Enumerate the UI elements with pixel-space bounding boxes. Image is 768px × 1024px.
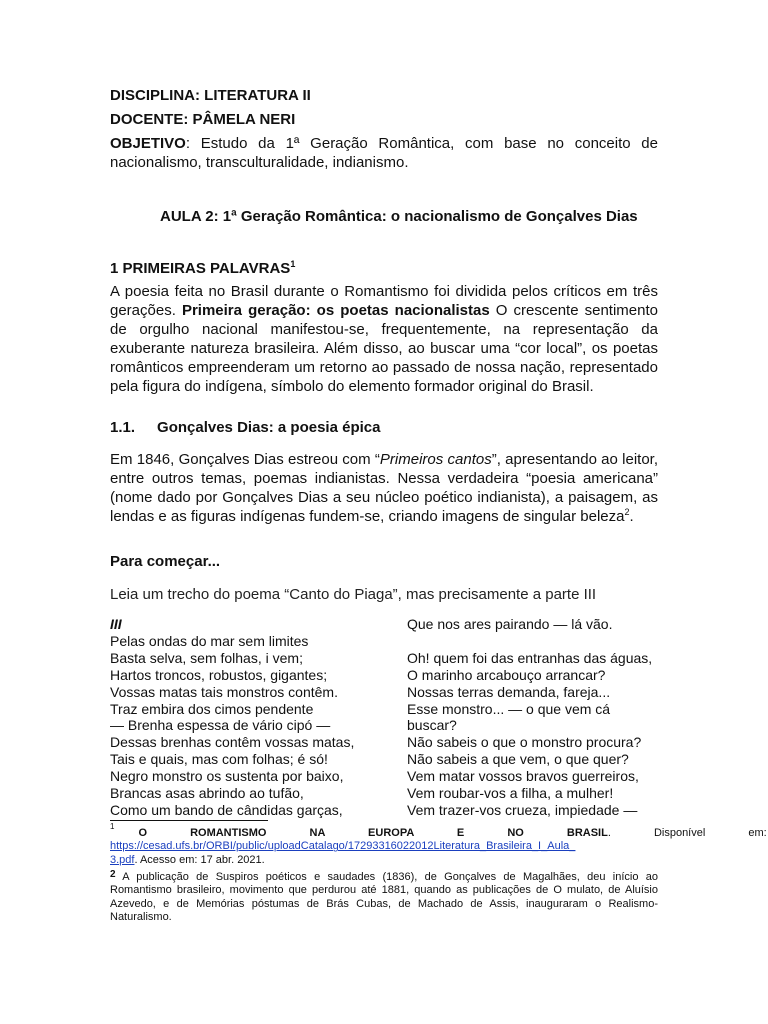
para-comecar-heading: Para começar...: [110, 553, 221, 570]
section11-title-text: Gonçalves Dias: a poesia épica: [157, 419, 381, 436]
section11-text-start: Em 1846, Gonçalves Dias estreou com “: [110, 451, 380, 468]
poem-part-number: III: [110, 616, 122, 632]
poem-line: Brancas asas abrindo ao tufão,: [110, 785, 304, 802]
poem-line: Vossas matas tais monstros contêm.: [110, 683, 338, 700]
poem-line: Como um bando de cândidas garças,: [110, 801, 343, 818]
section11-text-end: .: [629, 508, 634, 525]
footnote-2-text: A publicação de Suspiros poéticos e saudades (1836), de Gonçalves de Magalhães, deu início ao Romantismo brasileiro, movimento que perdurou até 1881, quando as publicações de O mulato, de Aluísio Azevedo, e de Memórias póstumas de Brás Cubas, de Machado de Assis, inauguraram o Realismo-Naturalismo.: [110, 871, 658, 924]
section1-text-start: A poesia feita no Brasil durante o Romantismo foi dividida pelos críticos em três gerações.: [110, 283, 658, 319]
footnote-2: [110, 868, 658, 925]
footnote-1-url-line: [110, 840, 658, 853]
poem-line: [407, 633, 652, 650]
poem-line: Dessas brenhas contêm vossas matas,: [110, 734, 355, 751]
footnote-ref-2: 2: [624, 507, 630, 517]
poem-line: Não sabeis o que o monstro procura?: [407, 734, 642, 751]
poem-line: Vem matar vossos bravos guerreiros,: [407, 768, 639, 785]
poem-line: Nossas terras demanda, fareja...: [407, 683, 611, 700]
footnote-1-number: 1: [110, 822, 115, 831]
instruction-text: Leia um trecho do poema “Canto do Piaga”, mas precisamente a parte III: [110, 586, 597, 603]
footnote-1-title-row: [138, 827, 766, 840]
lesson-title: AULA 2: 1ª Geração Romântica: o nacionalismo de Gonçalves Dias: [160, 208, 638, 225]
section1-title-text: 1 PRIMEIRAS PALAVRAS: [110, 260, 291, 277]
objective-label: OBJETIVO: [110, 135, 186, 152]
section11-paragraph: [110, 450, 658, 526]
poem-line: O marinho arcabouço arrancar?: [407, 666, 606, 683]
poem-line: Basta selva, sem folhas, i vem;: [110, 649, 303, 666]
section1-text-end: O crescente sentimento de orgulho nacional manifestou-se, frequentemente, na representação da exuberante natureza brasileira. Além disso, ao buscar uma “cor local”, os poetas românticos empreenderam um retorno ao passado de nossa nação, representado pela figura do indígena, símbolo do elemento formador original do Brasil.: [110, 302, 658, 395]
poem-line: Não sabeis a que vem, o que quer?: [407, 751, 629, 768]
discipline-heading: DISCIPLINA: LITERATURA II: [110, 87, 311, 104]
section11-text-mid: ”, apresentando ao leitor, entre outros temas, poemas indianistas. Nessa verdadeira “poesia americana” (nome dado por Gonçalves Dias a seu núcleo poético indianista), a paisagem, as lendas e as figuras indígenas fundem-se, criando imagens de singular beleza: [110, 451, 658, 525]
teacher-heading: DOCENTE: PÂMELA NERI: [110, 111, 296, 128]
footnote-ref-1: 1: [290, 259, 296, 269]
footnote-separator: [110, 820, 268, 821]
footnote-1: [110, 822, 767, 867]
poem-line: Esse monstro... — o que vem cá: [407, 700, 611, 717]
footnote-1-access: . Acesso em: 17 abr. 2021.: [134, 853, 265, 866]
poem-right-column: [407, 616, 652, 819]
section11-title: [110, 418, 658, 437]
footnote-1-access-line: [110, 854, 658, 867]
poem-line: Tais e quais, mas com folhas; é só!: [110, 751, 328, 768]
poem-line: Que nos ares pairando — lá vão.: [407, 616, 613, 632]
poem-line: buscar?: [407, 717, 457, 734]
footnote-1-available: . Disponível em:: [607, 827, 767, 839]
poem-line: Oh! quem foi das entranhas das águas,: [407, 649, 653, 666]
poem-line: Hartos troncos, robustos, gigantes;: [110, 666, 328, 683]
objective-paragraph: [110, 134, 658, 172]
section11-number: 1.1.: [110, 419, 136, 436]
section1-paragraph: [110, 282, 658, 396]
source-link[interactable]: https://cesad.ufs.br/ORBI/public/uploadCatalago/17293316022012Literatura_Brasileira_I_Aula_: [110, 840, 576, 853]
source-link-end[interactable]: 3.pdf: [110, 853, 135, 866]
objective-text: : Estudo da 1ª Geração Romântica, com base no conceito de nacionalismo, transculturalidade, indianismo.: [110, 135, 658, 171]
poem-line: — Brenha espessa de vário cipó —: [110, 717, 331, 734]
footnote-1-title: O ROMANTISMO NA EUROPA E NO BRASIL: [138, 827, 608, 839]
footnote-1-line: [110, 822, 767, 840]
poem-line: Traz embira dos cimos pendente: [110, 700, 314, 717]
poem-line: Vem trazer-vos crueza, impiedade —: [407, 801, 638, 818]
poem-line: Negro monstro os sustenta por baixo,: [110, 768, 344, 785]
footnote-2-number: 2: [110, 869, 116, 880]
section1-bold-text: Primeira geração: os poetas nacionalistas: [181, 302, 490, 319]
section1-title: [110, 259, 658, 278]
book-title: Primeiros cantos: [379, 451, 492, 468]
poem-left-column: [110, 616, 354, 819]
poem-line: Vem roubar-vos a filha, a mulher!: [407, 785, 614, 802]
poem-line: Pelas ondas do mar sem limites: [110, 632, 309, 649]
